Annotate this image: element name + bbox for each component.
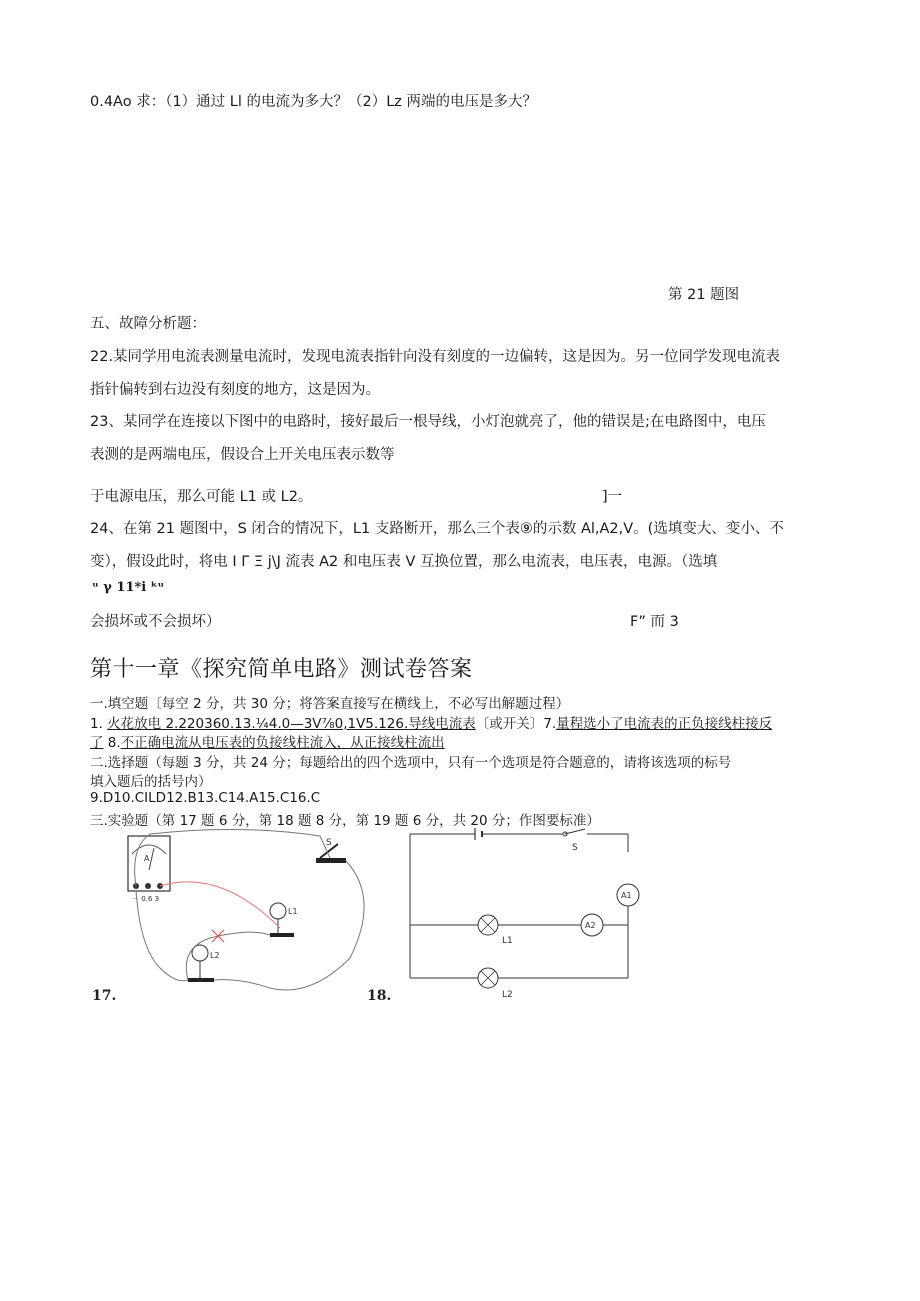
fig17-wire-right — [214, 861, 364, 990]
q23-mark: ]一 — [602, 489, 623, 505]
fig17-lamp2-base — [188, 978, 214, 982]
q23-line3: 于电源电压，那么可能 L1 或 L2。 — [90, 489, 313, 505]
ans1-answer-6: 导线电流表 — [408, 716, 476, 732]
fig17-switch-base — [316, 858, 346, 863]
fig18-circuit-diagram — [365, 828, 675, 1008]
fig18-a1-label: A1 — [621, 891, 632, 900]
ans1-line1 — [90, 712, 772, 732]
fig18-lamp2-label: L2 — [502, 990, 513, 1000]
q24-garble: ᵘ γ 11*i ᵏᵘ — [92, 580, 165, 595]
fig17-ammeter-body — [128, 836, 170, 891]
fig17-label: 17. — [92, 988, 117, 1004]
ans1-answer-1: 火花放电 — [107, 716, 162, 732]
q24-line3: 会损坏或不会损坏） — [90, 614, 221, 630]
fig17-ammeter-symbol: A — [144, 854, 150, 863]
q21-tail-text: 0.4Ao 求：（1）通过 Ll 的电流为多大？（2）Lz 两端的电压是多大？ — [90, 94, 538, 110]
fig17-switch-label: S — [326, 838, 332, 848]
section5-heading: 五、故障分析题： — [90, 316, 206, 332]
fig17-wire-left — [136, 890, 188, 981]
fig18-label: 18. — [367, 988, 392, 1004]
fig17-lamp1-label: L1 — [288, 907, 298, 916]
ans3-heading: 三.实验题（第 17 题 6 分，第 18 题 8 分，第 19 题 6 分，共 20 分；作图要标准） — [90, 813, 600, 829]
q23-line1: 23、某同学在连接以下图中的电路时，接好最后一根导线，小灯泡就亮了，他的错误是;在电路图中，电压 — [90, 414, 766, 430]
ans1-num7: 〔或开关〕7. — [475, 716, 557, 732]
ans2-answers: 9.D10.CILD12.B13.C14.A15.C16.C — [90, 790, 321, 806]
ans1-num8: 8. — [103, 735, 121, 751]
fig18-switch-blade — [565, 829, 585, 834]
fig17-terminal-06 — [145, 883, 151, 889]
fig18-switch-label: S — [572, 843, 578, 853]
fig18-a2-label: A2 — [585, 921, 596, 930]
ans2-heading2: 填入题后的括号内） — [90, 774, 212, 790]
q23-line2: 表测的是两端电压，假设合上开关电压表示数等 — [90, 447, 395, 463]
fig17-terminal-labels: － 0.6 3 — [132, 895, 160, 903]
ans1-heading: 一.填空题〔每空 2 分，共 30 分；将答案直接写在横线上，不必写出解题过程） — [90, 696, 570, 712]
fig17-lamp2-label: L2 — [210, 951, 220, 960]
q24-line1: 24、在第 21 题图中，S 闭合的情况下，L1 支路断开，那么三个表⑨的示数 Al,A2,V。(选填变大、变小、不 — [90, 521, 784, 537]
q24-line2: 变），假设此时，将电 I Γ Ξ j\J 流表 A2 和电压表 V 互换位置，那么电流表，电压表，电源。（选填 — [90, 554, 718, 570]
fig17-wire-correction — [160, 882, 280, 928]
fig17-cross-mark — [212, 930, 224, 942]
fig17-lamp1-bulb — [270, 903, 286, 919]
ans1-answer-7: 量程选小了电流表的正负接线柱接反 — [556, 716, 773, 732]
ans2-heading: 二.选择题（每题 3 分，共 24 分；每题给出的四个选项中，只有一个选项是符合题意的，请将该选项的标号 — [90, 755, 732, 771]
answer-title: 第十一章《探究简单电路》测试卷答案 — [90, 657, 473, 682]
ans1-num1: 1. — [90, 716, 108, 732]
q22-line1: 22.某同学用电流表测量电流时，发现电流表指针向没有刻度的一边偏转，这是因为。另一位同学发现电流表 — [90, 349, 781, 365]
q22-line2: 指针偏转到右边没有刻度的地方，这是因为。 — [90, 382, 380, 398]
ans1-answer-7-tail: 了 — [90, 735, 104, 751]
fig21-caption: 第 21 题图 — [668, 287, 740, 303]
ans1-answer-8: 不正确电流从电压表的负接线柱流入，从正接线柱流出 — [120, 735, 445, 751]
q24-mark: F” 而 3 — [630, 614, 679, 630]
ans1-line2 — [90, 731, 445, 751]
fig17-circuit-drawing — [90, 828, 390, 1008]
ans1-answer-2-5: 2.220360.13.¼4.0—3V⅞0,1V5.126. — [161, 716, 409, 732]
fig18-lamp1-label: L1 — [502, 936, 513, 946]
fig17-lamp1-base — [270, 933, 294, 937]
